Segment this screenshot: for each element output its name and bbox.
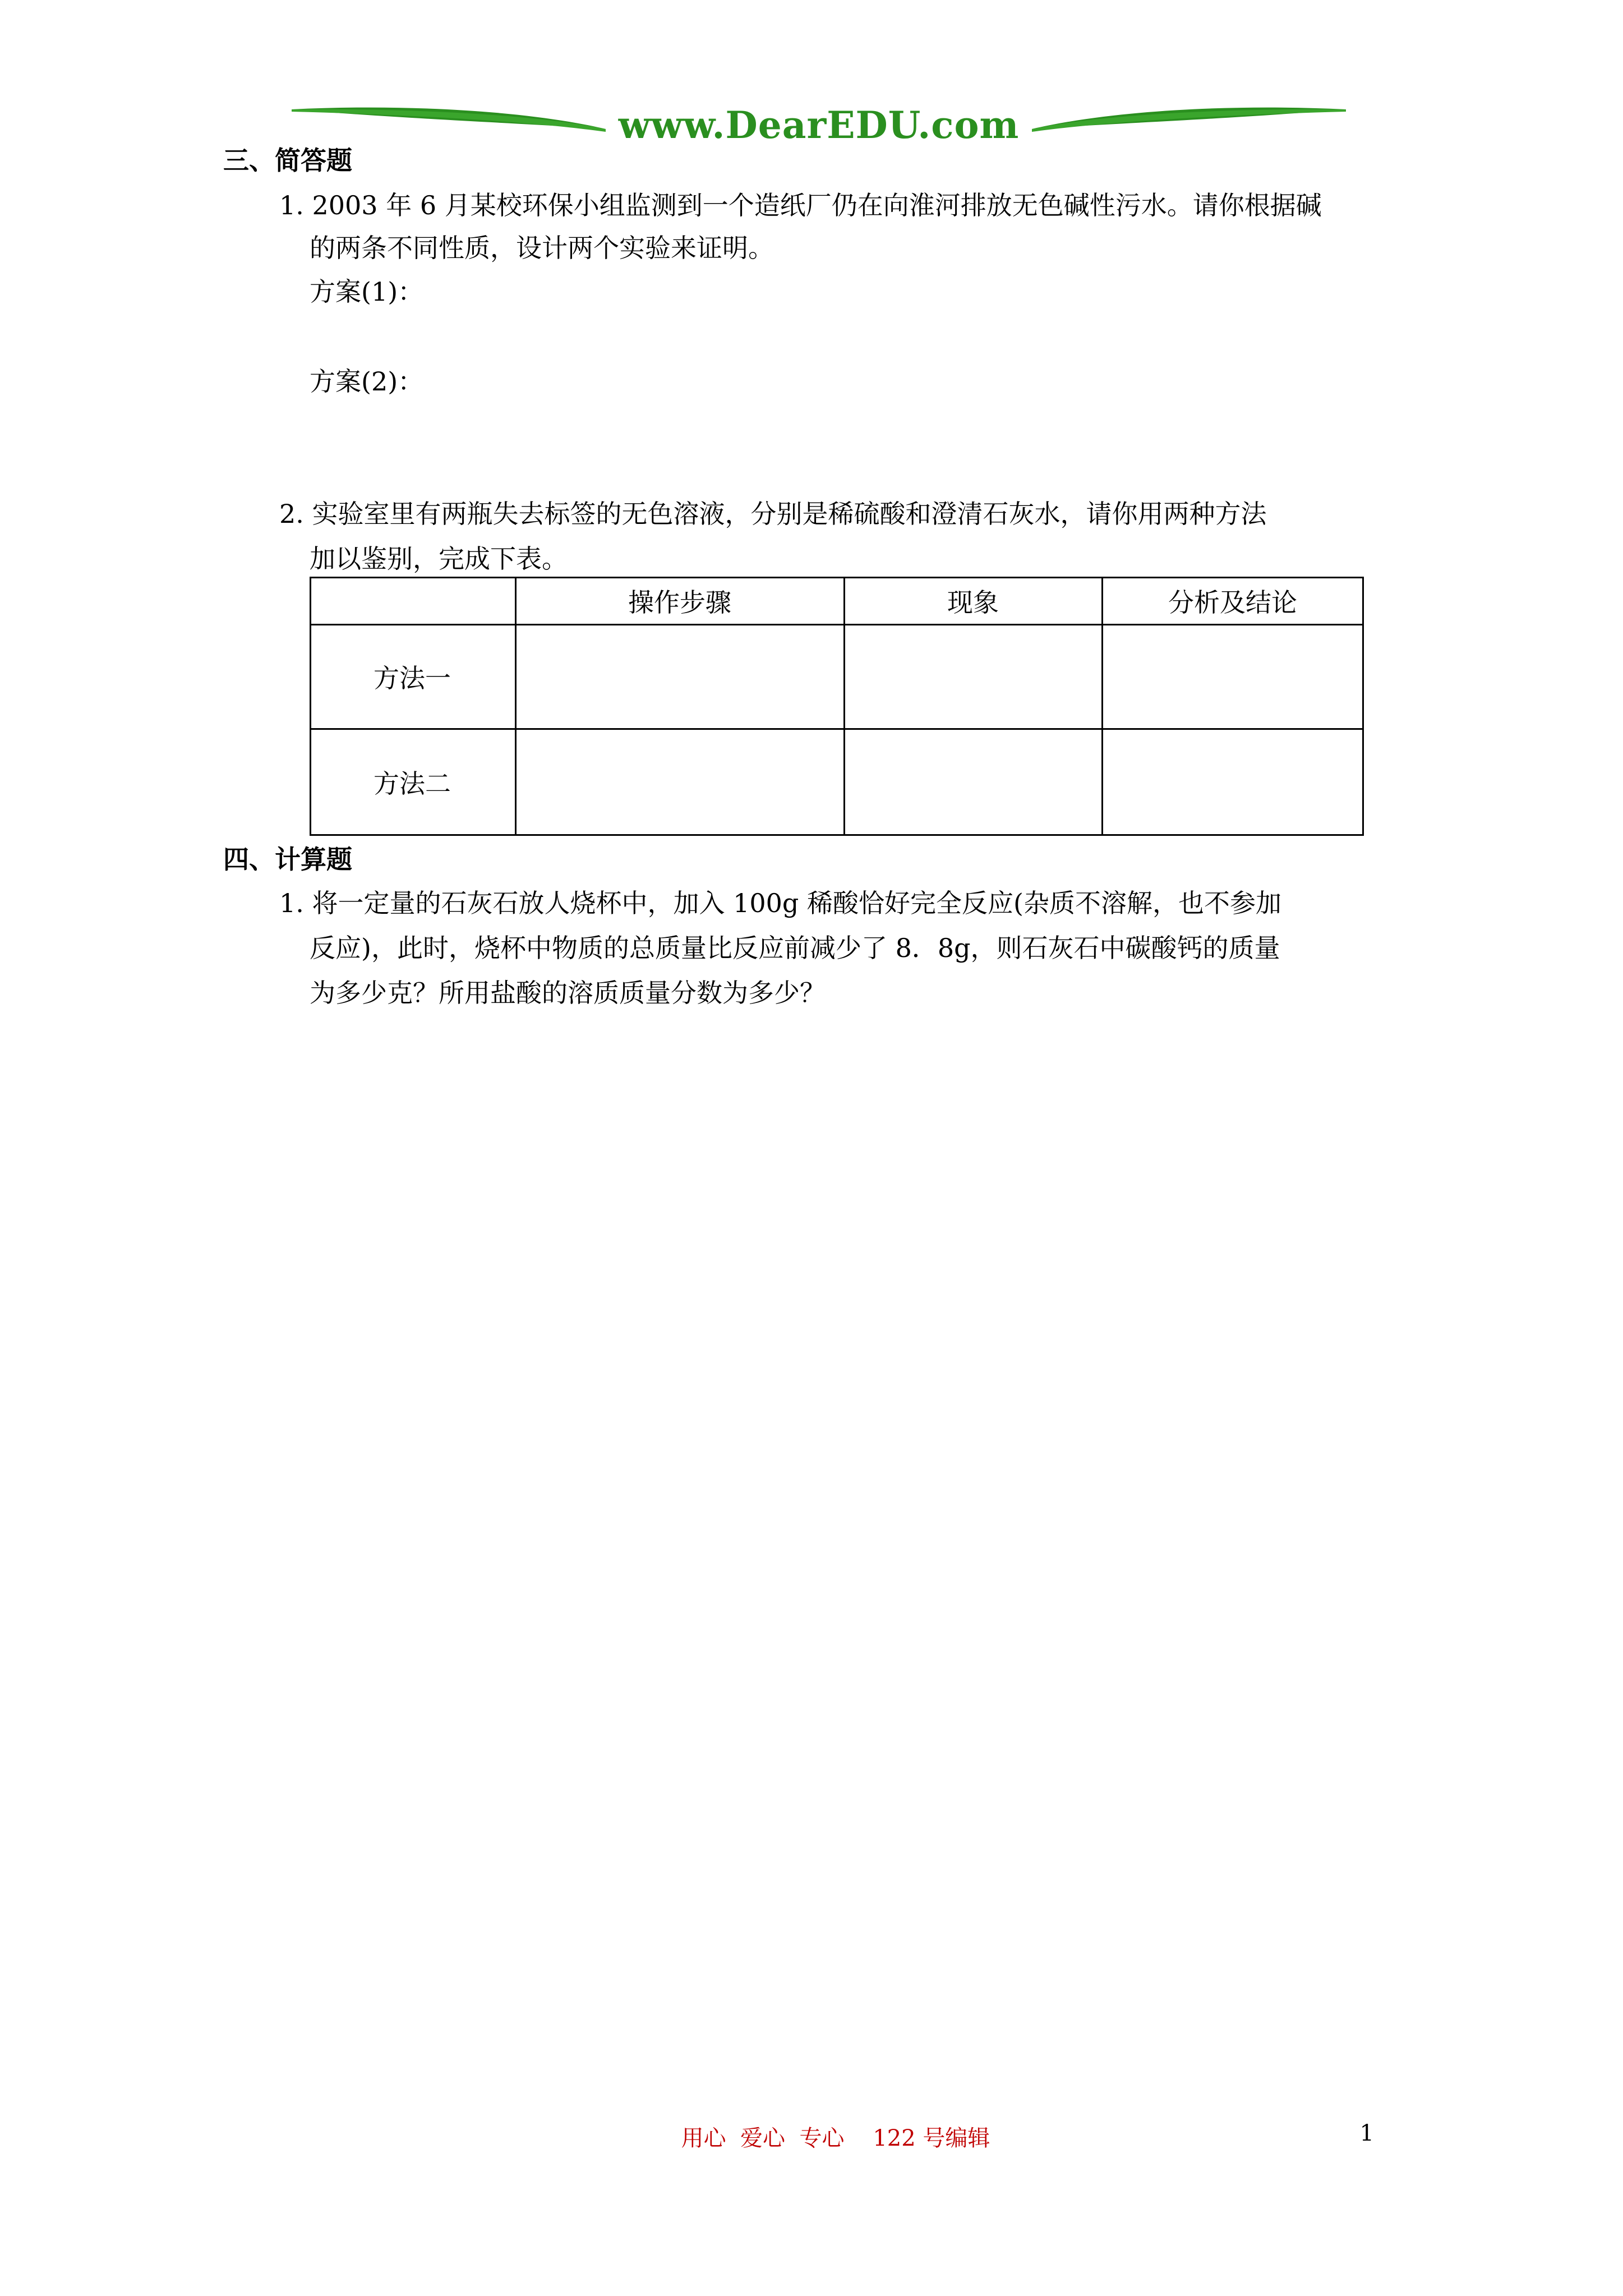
plan-1-label: 方案(1)： (310, 277, 424, 307)
identification-table (310, 577, 1364, 836)
table-row-label-method-2: 方法二 (374, 768, 451, 799)
table-cell-method-1-conclusion (1103, 625, 1363, 728)
table-header-blank (310, 577, 515, 625)
table-cell-method-2-steps (516, 729, 843, 834)
site-logo-text: www.DearEDU.com (618, 103, 1020, 147)
section-heading-calculation: 四、计算题 (223, 844, 352, 875)
table-header-conclusion: 分析及结论 (1168, 587, 1297, 618)
question-3-1-line-2: 的两条不同性质，设计两个实验来证明。 (310, 233, 774, 263)
question-4-1-line-3: 为多少克？所用盐酸的溶质质量分数为多少？ (310, 978, 826, 1008)
header-banner (292, 98, 1346, 149)
table-header-phenomenon: 现象 (947, 587, 999, 618)
section-heading-short-answer: 三、简答题 (223, 145, 352, 176)
question-4-1-line-2: 反应)，此时，烧杯中物质的总质量比反应前减少了 8．8g，则石灰石中碳酸钙的质量 (310, 933, 1280, 963)
footer-editor-note: 用心 爱心 专心 122 号编辑 (681, 2125, 990, 2151)
question-3-2-line-1: 2. 实验室里有两瓶失去标签的无色溶液，分别是稀硫酸和澄清石灰水，请你用两种方法 (279, 499, 1267, 529)
question-3-1-line-1: 1. 2003 年 6 月某校环保小组监测到一个造纸厂仍在向淮河排放无色碱性污水。请你根据碱 (279, 190, 1322, 220)
plan-2-label: 方案(2)： (310, 366, 424, 397)
table-cell-method-2-phenomenon (845, 729, 1101, 834)
question-4-1-line-1: 1. 将一定量的石灰石放人烧杯中，加入 100g 稀酸恰好完全反应(杂质不溶解，也不参加 (279, 888, 1281, 918)
table-header-steps: 操作步骤 (628, 587, 731, 618)
question-3-2-line-2: 加以鉴别，完成下表。 (310, 544, 568, 574)
table-cell-method-2-conclusion (1103, 729, 1363, 834)
table-cell-method-1-phenomenon (845, 625, 1101, 728)
page-number: 1 (1359, 2120, 1374, 2146)
table-row-label-method-1: 方法一 (374, 663, 451, 693)
table-cell-method-1-steps (516, 625, 843, 728)
